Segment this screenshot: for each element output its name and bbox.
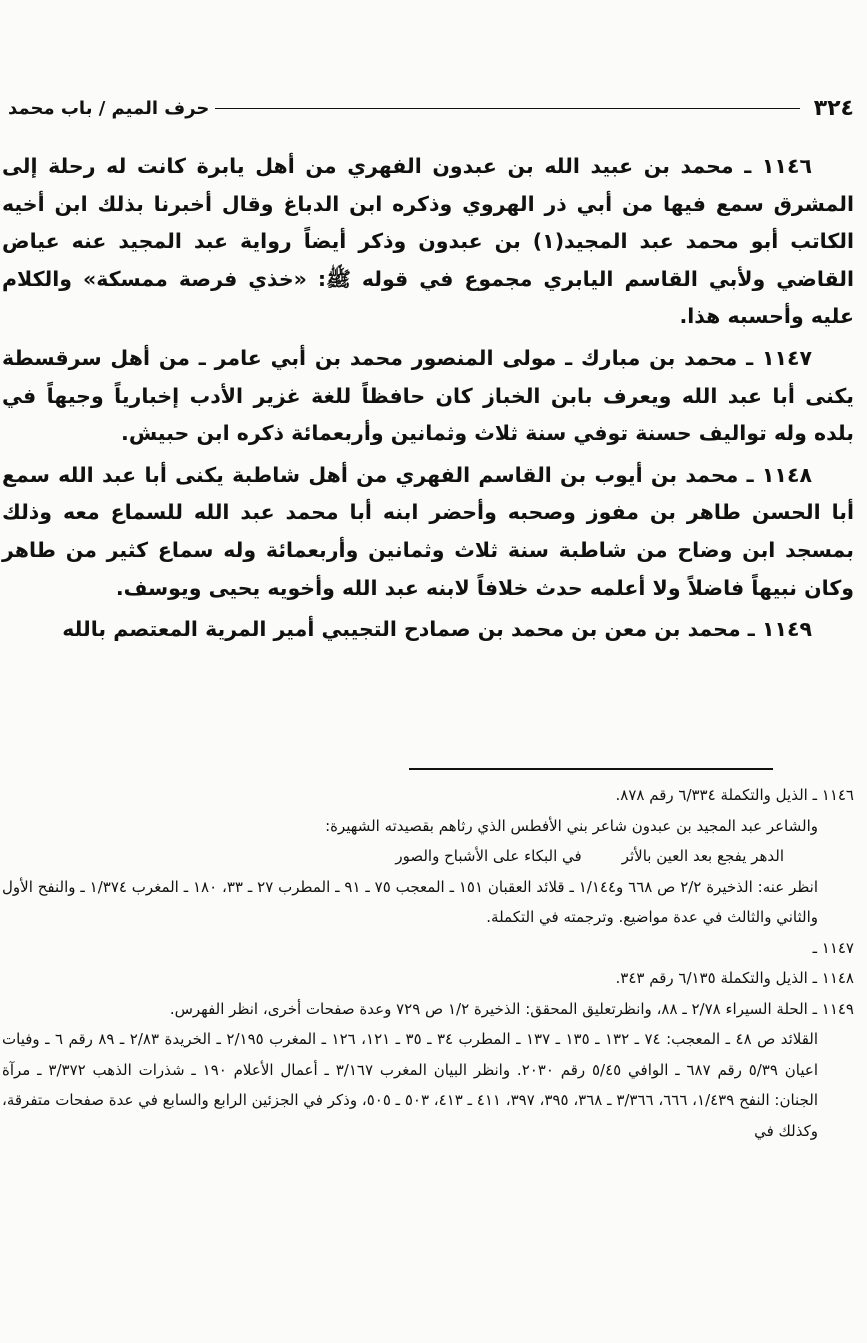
footnote-line: والشاعر عبد المجيد بن عبدون شاعر بني الأفطس الذي رثاهم بقصيدته الشهيرة: <box>325 816 818 835</box>
entry-text: محمد بن أيوب بن القاسم الفهري من أهل شاطبة يكنى أبا عبد الله سمع أبا الحسن طاهر بن مفوز وصحبه وأحضر ابنه أبا محمد عبد الله للسماع معه وذلك بمسجد ابن وضاح من شاطبة سنة ثلاث وثمانين وأربعمائة وله سماع كثير من طاهر وكان نبيهاً فاضلاً ولا أعلمه حدث خلافاً لابنه عبد الله وأخويه يحيى ويوسف. <box>2 462 854 600</box>
footnote-line: انظر عنه: الذخيرة ٢/٢ ص ٦٦٨ و١/١٤٤ ـ قلائد العقبان ١٥١ ـ المعجب ٧٥ ـ ٩١ ـ المطرب ٢٧ ـ ٣٣، ١٨٠ ـ المغرب ١/٣٧٤ ـ والنفح الأول والثاني والثالث في عدة مواضيع. وترجمته في التكملة. <box>2 877 819 926</box>
entry-number: ١١٤٩ ـ <box>747 617 812 642</box>
footnote-line: ١١٤٩ ـ الحلة السيراء ٢/٧٨ ـ ٨٨، وانظرتعليق المحقق: الذخيرة ١/٢ ص ٧٢٩ وعدة صفحات أخرى، انظر الفهرس. <box>169 999 854 1018</box>
entry-text: محمد بن عبيد الله بن عبدون الفهري من أهل يابرة كانت له رحلة إلى المشرق سمع فيها من أبي ذر الهروي وذكره ابن الدباغ وقال أخبرنا بذلك ابن أخيه الكاتب أبو محمد عبد المجيد(١) بن عبدون وذكر أيضاً رواية عبد المجيد عنه عياض القاضي ولأبي القاسم اليابري مجموع في قوله ﷺ: «خذي فرصة ممسكة» والكلام عليه وأحسبه هذا. <box>2 154 855 329</box>
entry-text: محمد بن معن بن محمد بن صمادح التجيبي أمير المرية المعتصم بالله <box>62 617 741 642</box>
footnote-1147 <box>2 933 854 964</box>
footnote-line: ١١٤٦ ـ الذيل والتكملة ٦/٣٣٤ رقم ٨٧٨. <box>615 786 854 804</box>
entry-number: ١١٤٧ ـ <box>746 345 812 370</box>
verse-second-hemistich: في البكاء على الأشباح والصور <box>395 847 582 865</box>
entry-1148 <box>2 457 854 607</box>
footnote-line: ١١٤٧ ـ <box>812 938 854 957</box>
poetry-verse <box>2 841 854 872</box>
page-header <box>8 88 854 128</box>
header-rule <box>215 108 799 109</box>
entry-number: ١١٤٨ ـ <box>746 462 812 487</box>
footnote-1148 <box>2 963 854 994</box>
page-number: ٣٢٤ <box>813 95 854 121</box>
entry-1146 <box>2 148 854 336</box>
main-text <box>2 148 854 653</box>
entry-number: ١١٤٦ ـ <box>744 154 812 178</box>
entry-1147 <box>2 340 854 453</box>
running-title: حرف الميم / باب محمد <box>8 97 210 119</box>
footnote-1149 <box>2 994 854 1147</box>
verse-first-hemistich: الدهر يفجع بعد العين بالأثر <box>621 847 784 865</box>
footnote-1146 <box>2 780 854 933</box>
footnote-separator <box>409 768 773 770</box>
footnote-line: ١١٤٨ ـ الذيل والتكملة ٦/١٣٥ رقم ٣٤٣. <box>615 969 854 987</box>
footnote-line: القلائد ص ٤٨ ـ المعجب: ٧٤ ـ ١٣٢ ـ ١٣٥ ـ ١٣٧ ـ المطرب ٣٤ ـ ٣٥ ـ ١٢١، ١٢٦ ـ المغرب ٢/١٩٥ ـ الخريدة ٢/٨٣ ـ ٨٩ رقم ٦ ـ وفيات اعيان ٥/٣٩ رقم ٦٨٧ ـ الوافي ٥/٤٥ رقم ٢٠٣٠. وانظر البيان المغرب ٣/١٦٧ ـ أعمال الأعلام ١٩٠ ـ شذرات الذهب ٣/٣٧٢ ـ مرآة الجنان: النفح ١/٤٣٩، ٦٦٦، ٣/٣٦٦ ـ ٣٦٨، ٣٩٥، ٣٩٧، ٤١١ ـ ٤١٣، ٥٠٣ ـ ٥٠٥، وذكر في الجزئين الرابع والسابع في عدة صفحات متفرقة، وكذلك في <box>2 1030 819 1140</box>
entry-text: محمد بن مبارك ـ مولى المنصور محمد بن أبي عامر ـ من أهل سرقسطة يكنى أبا عبد الله ويعرف بابن الخباز كان حافظاً للغة غزير الأدب إخبارياً وجيهاً في بلده وله تواليف حسنة توفي سنة ثلاث وثمانين وأربعمائة ذكره ابن حبيش. <box>2 345 854 446</box>
footnotes <box>2 780 854 1146</box>
entry-1149 <box>2 611 854 649</box>
